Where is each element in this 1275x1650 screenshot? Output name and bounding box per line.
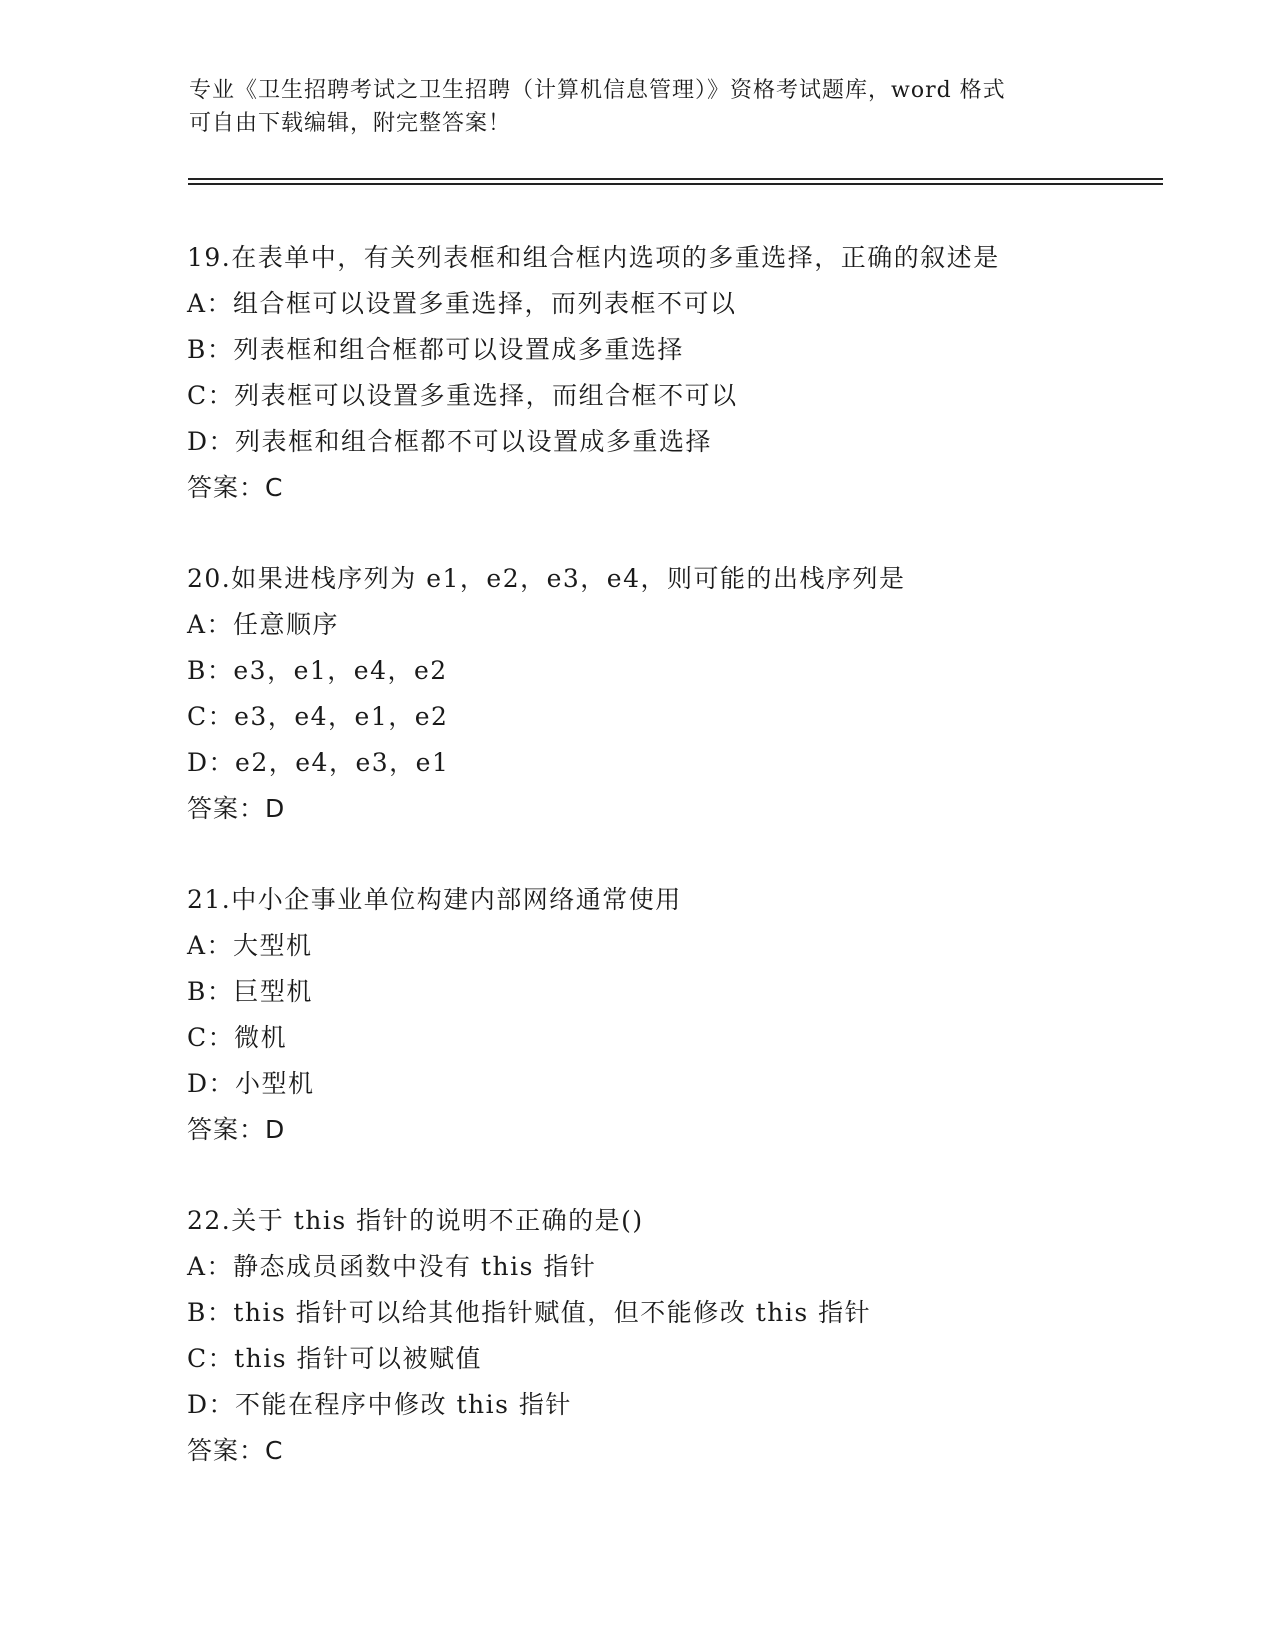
option-b: B：e3，e1，e4，e2	[187, 656, 448, 685]
option-d: D：小型机	[187, 1069, 315, 1098]
header-line-1: 专业《卫生招聘考试之卫生招聘（计算机信息管理）》资格考试题库，word 格式	[189, 78, 1006, 103]
question-stem: 20.如果进栈序列为 e1，e2，e3，e4，则可能的出栈序列是	[187, 564, 906, 593]
option-c: C：微机	[187, 1023, 288, 1052]
question-stem: 21.中小企事业单位构建内部网络通常使用	[187, 885, 682, 914]
header-line-2: 可自由下载编辑，附完整答案！	[189, 111, 512, 136]
question-19	[187, 235, 1147, 511]
question-22	[187, 1198, 1147, 1474]
answer: 答案：C	[187, 473, 284, 502]
header-divider-bottom	[188, 183, 1163, 185]
option-a: A：大型机	[187, 931, 313, 960]
document-header	[189, 74, 1089, 140]
option-b: B：列表框和组合框都可以设置成多重选择	[187, 335, 684, 364]
question-stem: 22.关于 this 指针的说明不正确的是()	[187, 1206, 644, 1235]
header-divider-top	[188, 178, 1163, 180]
option-a: A：静态成员函数中没有 this 指针	[187, 1252, 597, 1281]
option-a: A：组合框可以设置多重选择，而列表框不可以	[187, 289, 737, 318]
answer: 答案：D	[187, 794, 286, 823]
question-21	[187, 877, 1147, 1153]
option-d: D：列表框和组合框都不可以设置成多重选择	[187, 427, 713, 456]
option-b: B：this 指针可以给其他指针赋值，但不能修改 this 指针	[187, 1298, 872, 1327]
option-c: C：列表框可以设置多重选择，而组合框不可以	[187, 381, 738, 410]
question-stem: 19.在表单中，有关列表框和组合框内选项的多重选择，正确的叙述是	[187, 243, 1000, 272]
answer: 答案：C	[187, 1436, 284, 1465]
option-b: B：巨型机	[187, 977, 313, 1006]
option-d: D：e2，e4，e3，e1	[187, 748, 450, 777]
question-20	[187, 556, 1147, 832]
option-d: D：不能在程序中修改 this 指针	[187, 1390, 572, 1419]
option-a: A：任意顺序	[187, 610, 340, 639]
answer: 答案：D	[187, 1115, 286, 1144]
option-c: C：this 指针可以被赋值	[187, 1344, 483, 1373]
option-c: C：e3，e4，e1，e2	[187, 702, 449, 731]
